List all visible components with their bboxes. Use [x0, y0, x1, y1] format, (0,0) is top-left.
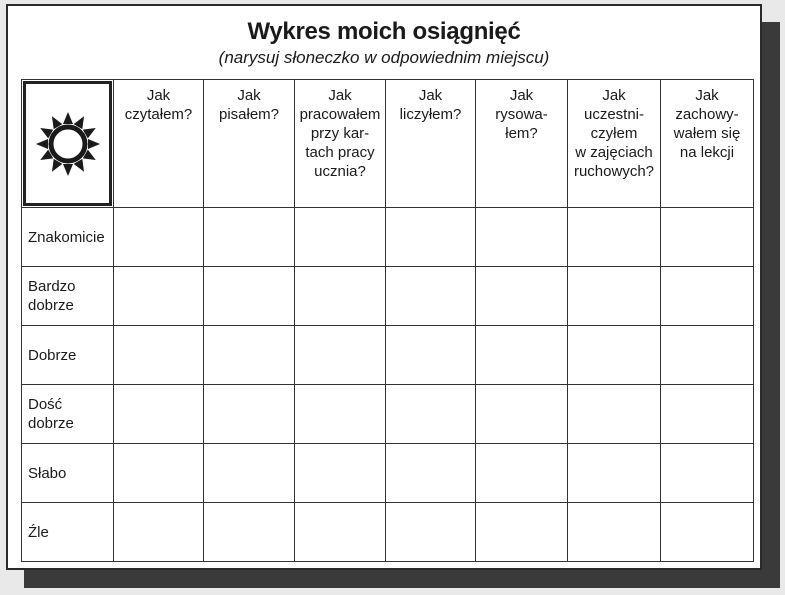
header-line: ruchowych?: [573, 163, 655, 180]
header-line: ucznia?: [314, 163, 366, 180]
row-label: [22, 385, 114, 444]
grid-cell[interactable]: [386, 267, 476, 326]
grade-row-very-good: [22, 267, 754, 326]
grid-cell[interactable]: [476, 503, 568, 562]
header-line: w zajęciach: [575, 144, 653, 161]
grid-cell[interactable]: [204, 385, 295, 444]
column-header-drawing: [476, 80, 568, 208]
grade-row-bad: [22, 503, 754, 562]
grid-cell[interactable]: [386, 444, 476, 503]
sun-icon: [35, 111, 101, 177]
grid-cell[interactable]: [295, 385, 386, 444]
row-label-line: dobrze: [28, 297, 74, 314]
column-header-writing: [204, 80, 295, 208]
grid-cell[interactable]: [204, 503, 295, 562]
grid-cell[interactable]: [476, 326, 568, 385]
row-label-line: dobrze: [28, 415, 74, 432]
grid-cell[interactable]: [568, 208, 661, 267]
grade-row-excellent: [22, 208, 754, 267]
column-header-counting: [386, 80, 476, 208]
grid-cell[interactable]: [476, 385, 568, 444]
column-header-behavior: [661, 80, 754, 208]
header-line: na lekcji: [679, 144, 735, 161]
grid-cell[interactable]: [476, 267, 568, 326]
column-header-reading: [114, 80, 204, 208]
grid-cell[interactable]: [295, 444, 386, 503]
grid-cell[interactable]: [114, 208, 204, 267]
row-label-line: Znakomicie: [28, 228, 105, 246]
grid-cell[interactable]: [568, 267, 661, 326]
header-line: Jak: [237, 87, 261, 104]
row-label: [22, 444, 114, 503]
grid-cell[interactable]: [295, 326, 386, 385]
grid-cell[interactable]: [661, 385, 754, 444]
header-line: uczestni-: [583, 106, 645, 123]
header-line: przy kar-: [310, 125, 370, 142]
row-label-line: Bardzo: [28, 278, 76, 295]
sun-header-cell: [22, 80, 114, 208]
grid-cell[interactable]: [661, 503, 754, 562]
grid-cell[interactable]: [568, 385, 661, 444]
header-line: zachowy-: [675, 106, 739, 123]
grid-cell[interactable]: [386, 326, 476, 385]
grid-cell[interactable]: [295, 267, 386, 326]
grid-cell[interactable]: [568, 444, 661, 503]
grid-cell[interactable]: [661, 267, 754, 326]
grid-cell[interactable]: [114, 385, 204, 444]
row-label-line: Słabo: [28, 464, 67, 482]
grid-cell[interactable]: [114, 503, 204, 562]
header-line: tach pracy: [305, 144, 375, 161]
grid-cell[interactable]: [204, 326, 295, 385]
header-line: wałem się: [673, 125, 741, 142]
grid-cell[interactable]: [386, 385, 476, 444]
grade-row-weak: [22, 444, 754, 503]
grid-cell[interactable]: [386, 208, 476, 267]
grid-cell[interactable]: [114, 326, 204, 385]
header-line: Jak: [328, 87, 352, 104]
header-line: Jak: [509, 87, 534, 104]
row-label: [22, 208, 114, 267]
grid-cell[interactable]: [204, 444, 295, 503]
grid-cell[interactable]: [295, 208, 386, 267]
grid-cell[interactable]: [114, 444, 204, 503]
header-line: Jak: [418, 87, 443, 104]
column-header-worksheets: [295, 80, 386, 208]
grid-cell[interactable]: [476, 444, 568, 503]
row-label: [22, 503, 114, 562]
grid-cell[interactable]: [568, 326, 661, 385]
header-line: czyłem: [590, 125, 638, 142]
row-label-line: Dobrze: [28, 346, 77, 364]
grid-cell[interactable]: [204, 208, 295, 267]
grid-cell[interactable]: [568, 503, 661, 562]
page-subtitle: (narysuj słoneczko w odpowiednim miejscu): [218, 48, 550, 67]
achievement-chart-card: [6, 4, 762, 570]
page-title: Wykres moich osiągnięć: [247, 18, 521, 45]
grid-cell[interactable]: [295, 503, 386, 562]
row-label-line: Dość: [28, 396, 63, 413]
grid-cell[interactable]: [661, 444, 754, 503]
header-row: [22, 80, 754, 208]
column-header-movement: [568, 80, 661, 208]
row-label: [22, 267, 114, 326]
header-line: czytałem?: [124, 106, 193, 123]
grade-row-good: [22, 326, 754, 385]
header-line: Jak: [695, 87, 719, 104]
header-line: łem?: [505, 125, 538, 142]
grade-row-fairly-good: [22, 385, 754, 444]
grid-cell[interactable]: [661, 326, 754, 385]
grid-cell[interactable]: [386, 503, 476, 562]
grid-cell[interactable]: [661, 208, 754, 267]
grid-cell[interactable]: [476, 208, 568, 267]
grid-cell[interactable]: [204, 267, 295, 326]
header-line: Jak: [146, 87, 171, 104]
row-label-line: Źle: [28, 523, 49, 541]
grid-cell[interactable]: [114, 267, 204, 326]
sun-frame: [23, 81, 112, 206]
header-line: rysowa-: [495, 106, 548, 123]
header-line: liczyłem?: [399, 106, 462, 123]
header-line: pisałem?: [218, 106, 280, 123]
achievement-table: [21, 79, 754, 562]
header-line: Jak: [602, 87, 626, 104]
row-label: [22, 326, 114, 385]
header-line: pracowałem: [299, 106, 381, 123]
